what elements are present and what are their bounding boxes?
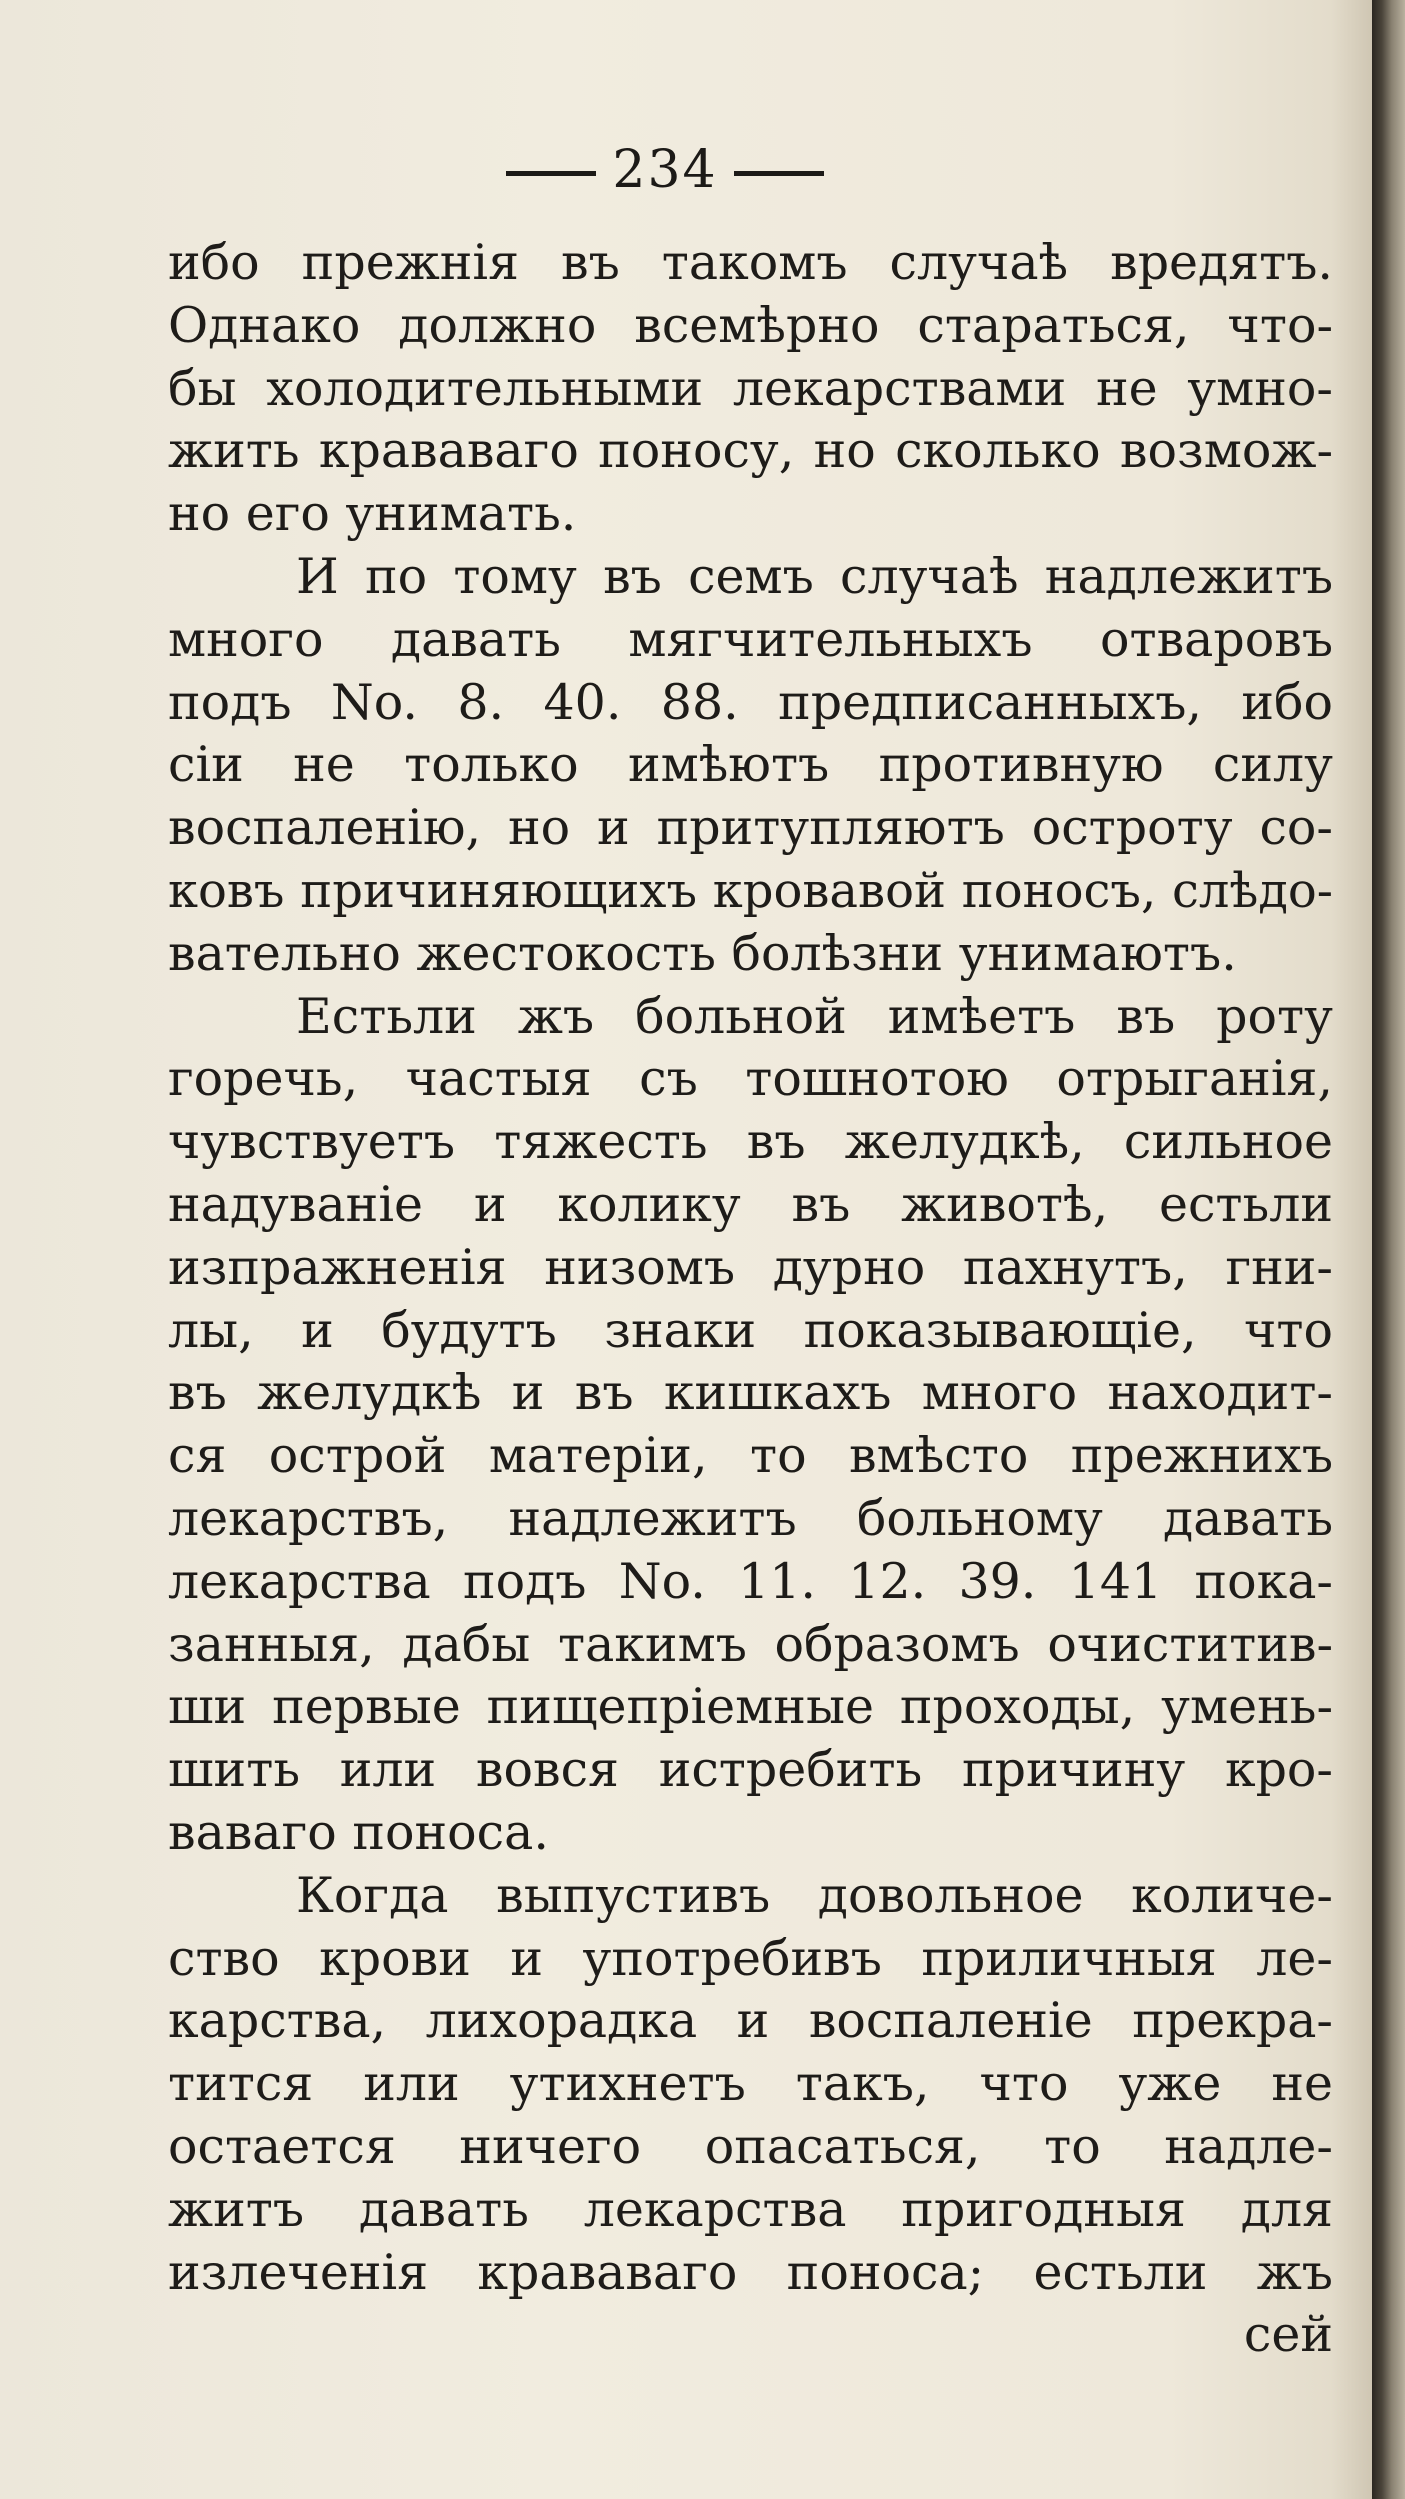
text-line: но его унимать. [168,485,577,543]
text-line: Когда выпустивъ довольное количе- [296,1866,1333,1924]
text-line: ибо прежнія въ такомъ случаѣ вредятъ. [168,234,1333,291]
text-line: излеченія крававаго поноса; естьли жъ [168,2243,1333,2301]
text-line: тится или утихнетъ такъ, что уже не [168,2055,1333,2113]
text-line: подъ No. 8. 40. 88. предписанныхъ, ибо [168,673,1333,731]
text-line: много давать мягчительныхъ отваровъ [168,610,1333,668]
text-line: лекарства подъ No. 11. 12. 39. 141 пока- [168,1552,1333,1610]
page-number-header [0,140,1330,200]
text-line: изпражненія низомъ дурно пахнутъ, гни- [168,1238,1333,1296]
text-line: Однако должно всемѣрно стараться, что- [168,296,1333,354]
text-line: лы, и будутъ знаки показывающіе, что [168,1301,1333,1359]
text-line: житъ давать лекарства пригодныя для [168,2180,1333,2238]
text-line: чувствуетъ тяжесть въ желудкѣ, сильное [168,1113,1333,1171]
text-line: занныя, дабы такимъ образомъ очиститив- [168,1615,1333,1673]
text-line: Естьли жъ больной имѣетъ въ роту [296,987,1333,1045]
text-line: ся острой матеріи, то вмѣсто прежнихъ [168,1427,1333,1485]
catchword: сей [1243,2306,1333,2364]
book-spine-edge [1372,0,1405,2499]
text-line: бы холодительными лекарствами не умно- [168,359,1333,417]
text-line: шить или вовся истребить причину кро- [168,1741,1333,1799]
text-line: въ желудкѣ и въ кишкахъ много находит- [168,1364,1333,1422]
text-line: горечь, частыя съ тошнотою отрыганія, [168,1050,1333,1108]
page-number-right-rule [734,171,824,176]
text-line: ковъ причиняющихъ кровавой поносъ, слѣдо- [168,862,1333,919]
text-line: воспаленію, но и притупляютъ остроту со- [168,799,1333,857]
page-number-left-rule [506,171,596,176]
text-line: ство крови и употребивъ приличныя ле- [168,1929,1333,1987]
text-line: надуваніе и колику въ животѣ, естьли [168,1175,1333,1233]
text-line: ши первые пищепріемные проходы, умень- [168,1678,1333,1736]
text-line: И по тому въ семъ случаѣ надлежитъ [296,547,1333,605]
text-line: карства, лихорадка и воспаленіе прекра- [168,1992,1333,2050]
text-line: вательно жестокость болѣзни унимаютъ. [168,924,1237,982]
text-line: сіи не только имѣютъ противную силу [168,736,1333,794]
text-line: вaваго поноса. [168,1803,549,1861]
text-line: лекарствъ, надлежитъ больному давать [168,1489,1333,1547]
text-line: остается ничего опасаться, то надле- [168,2117,1333,2175]
text-line: жить крававаго поносу, но сколько возмож- [168,422,1333,480]
page-number: 234 [612,140,718,200]
body-text [168,232,1333,2367]
